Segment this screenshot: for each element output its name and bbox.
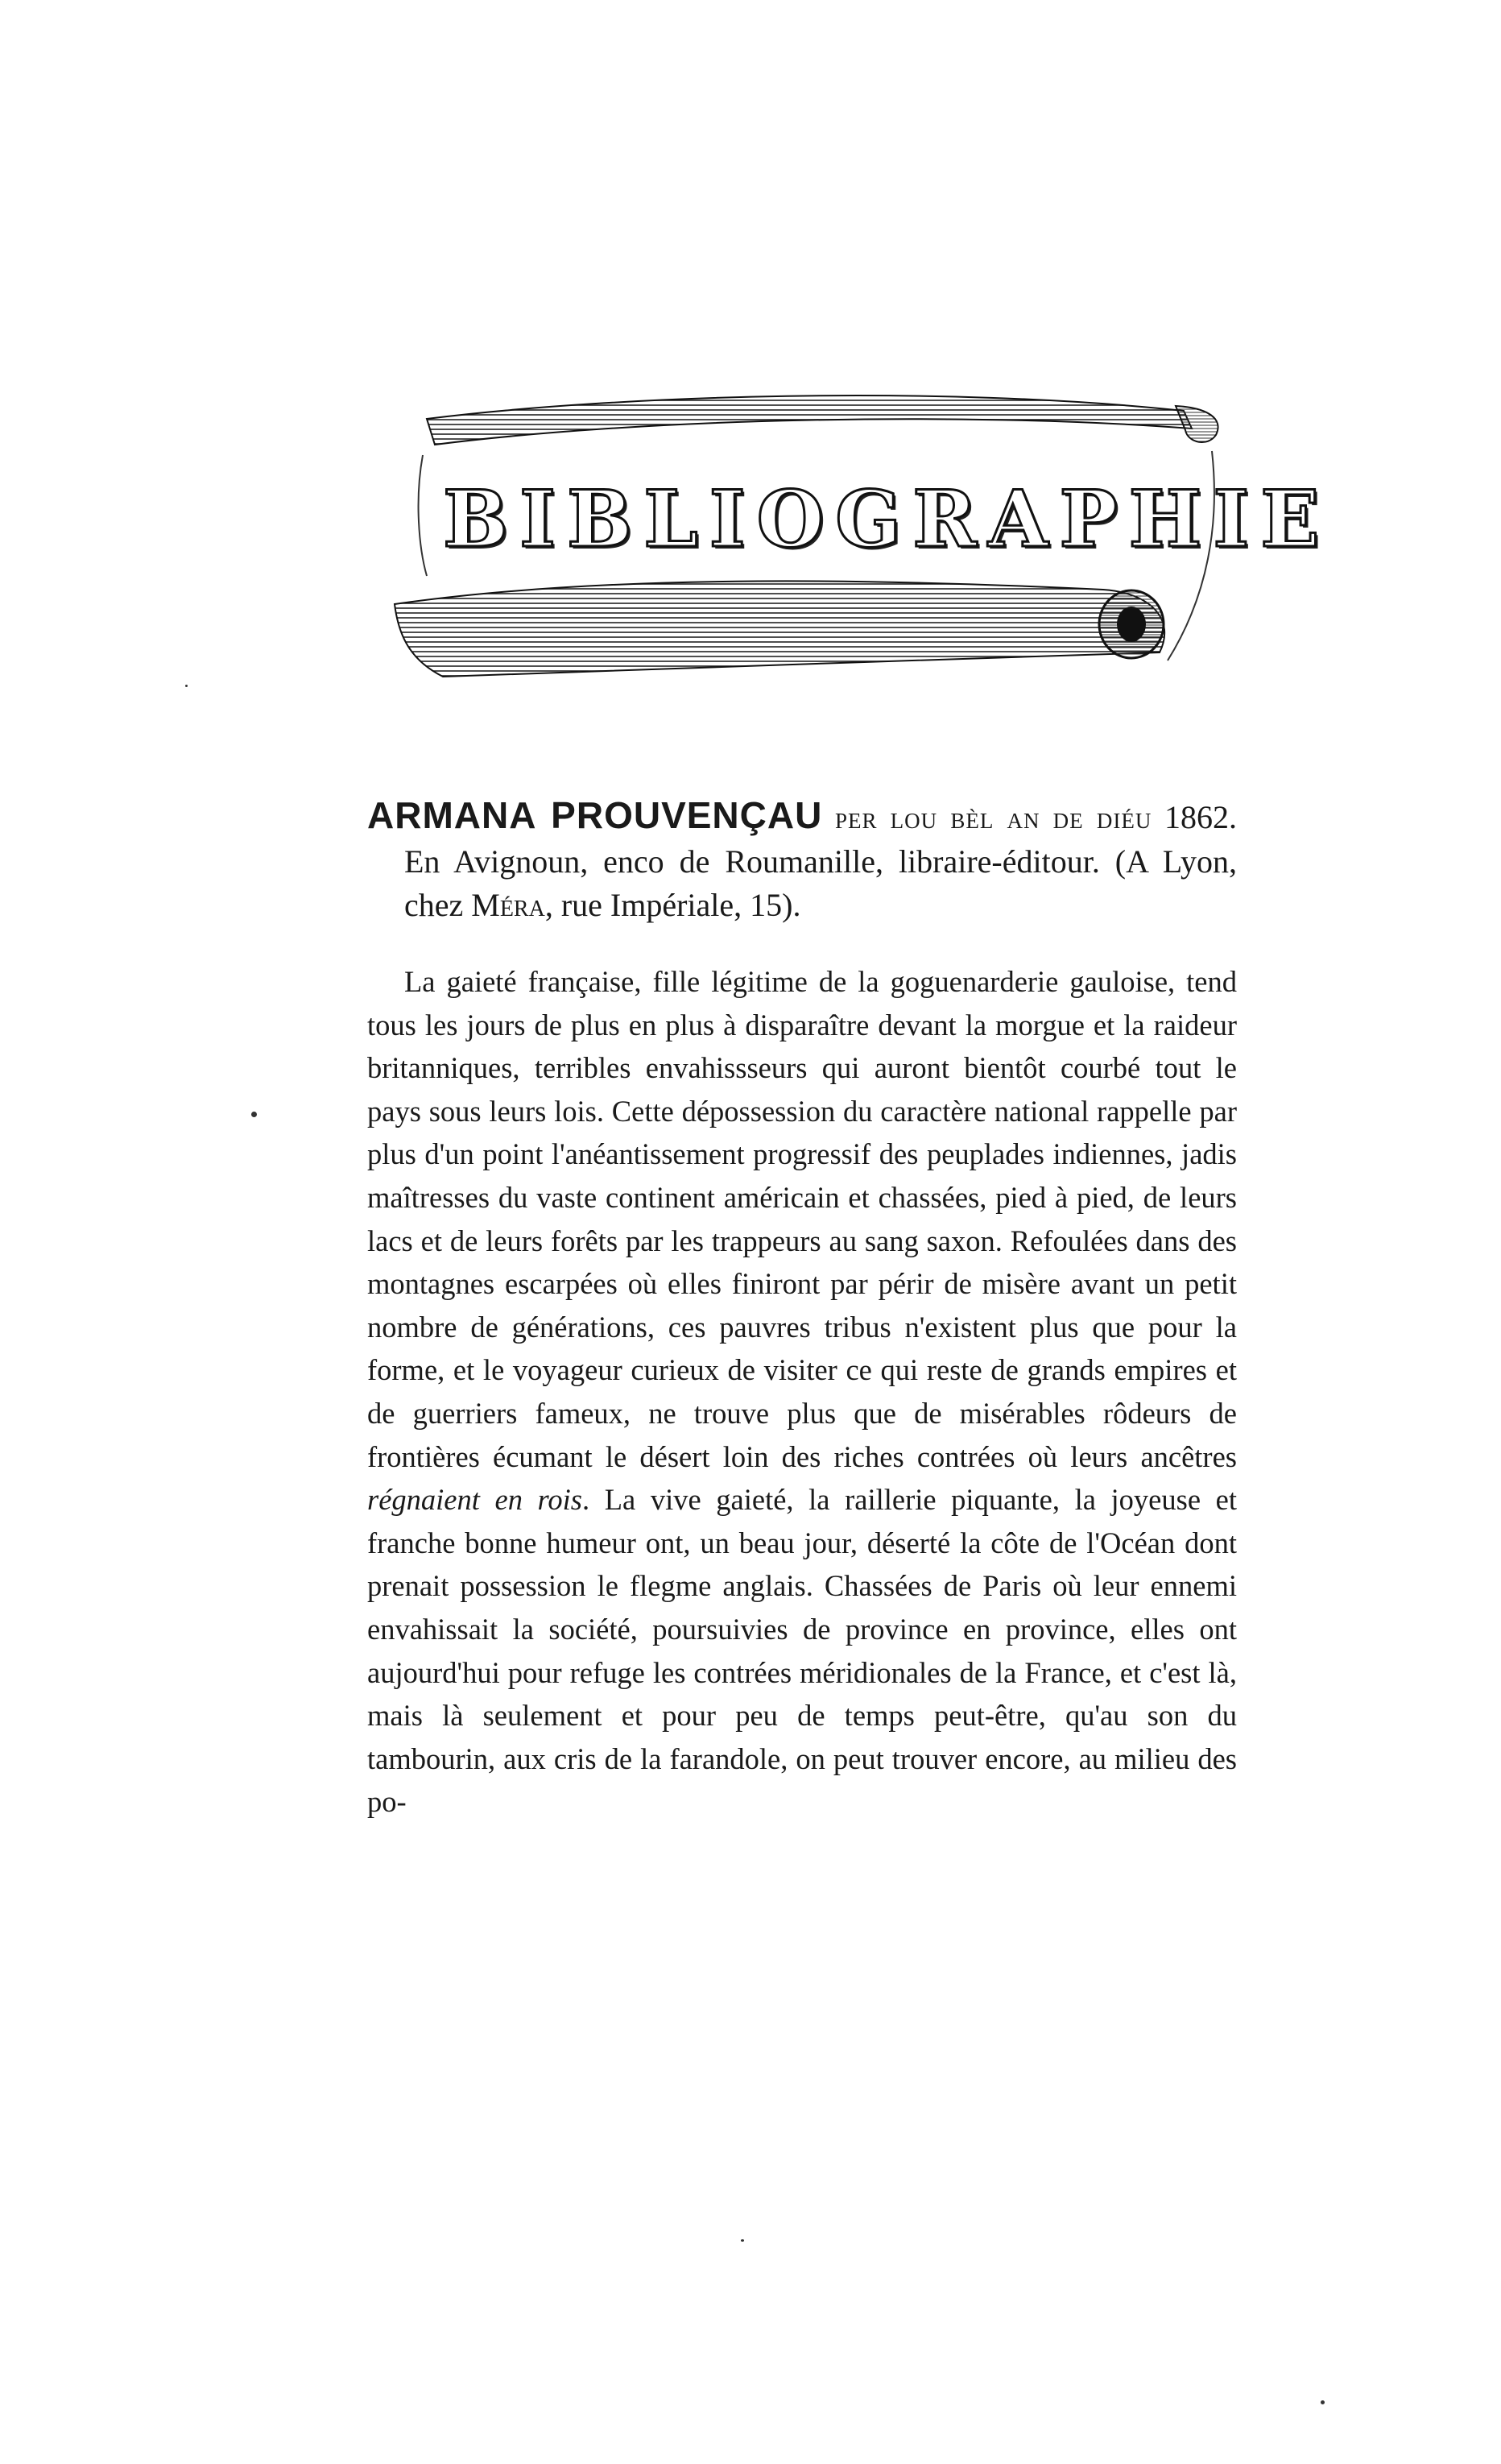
scan-speck [251,1112,257,1117]
body-text-main: La gaieté française, fille légitime de la goguenarderie gauloise, tend tous les jours de plus en plus à disparaître devant la morgue et la raideur britanniques, terribles envahissseurs qui auront bientôt courbé tout le pays sous leurs lois. Cette dépossession du caractère national rappelle par plus d'un point l'anéantissement progressif des peuplades indiennes, jadis maîtresses du vaste continent américain et chassées, pied à pied, de leurs lacs et de leurs forêts par les trappeurs au sang saxon. Refoulées dans des montagnes escarpées où elles finiront par périr de misère avant un petit nombre de générations, ces pauvres tribus n'existent plus que pour la forme, et le voyageur curieux de visiter ce qui reste de grands empires et de guerriers fameux, ne trouve plus que de misérables rôdeurs de frontières écumant le désert loin des riches contrées où leurs ancêtres [367,965,1237,1473]
scroll-roll-core [1117,607,1146,642]
body-italic-phrase: régnaient en rois [367,1483,582,1517]
scroll-banner [378,379,1331,701]
scan-speck [741,2239,744,2242]
entry-imprint-end: , rue Impériale, 15). [544,887,801,923]
body-text-end: . La vive gaieté, la raillerie piquante, la joyeuse et franche bonne humeur ont, un beau jour, déserté la côte de l'Océan dont prenait possession le flegme anglais. Chassées de Paris où leur ennemi envahissait la société, poursuivies de province en province, elles ont aujourd'hui pour refuge les contrées méridionales de la France, et c'est là, mais là seulement et pour peu de temps peut-être, qu'au son du tambourin, aux cris de la farandole, on peut trouver encore, au milieu des po- [367,1483,1237,1819]
scan-speck [185,685,188,687]
scroll-bottom-roll [395,581,1164,677]
scroll-left-edge [419,455,427,576]
banner-title: BIBLIOGRAPHIE [443,474,1331,565]
entry-subtitle: per lou bèl an de diéu [834,801,1152,835]
entry-publisher: Méra [471,887,545,923]
entry-heading [367,793,1237,927]
scroll-top-edge [427,395,1192,445]
bibliographic-entry [367,793,1237,927]
body-paragraph [367,960,1237,1824]
entry-title: ARMANA PROUVENÇAU [367,794,823,836]
scan-speck [1321,2400,1325,2404]
entry-imprint: 1862. En Avignoun, enco de Roumanille, libraire-éditour. (A Lyon, chez [404,799,1237,923]
